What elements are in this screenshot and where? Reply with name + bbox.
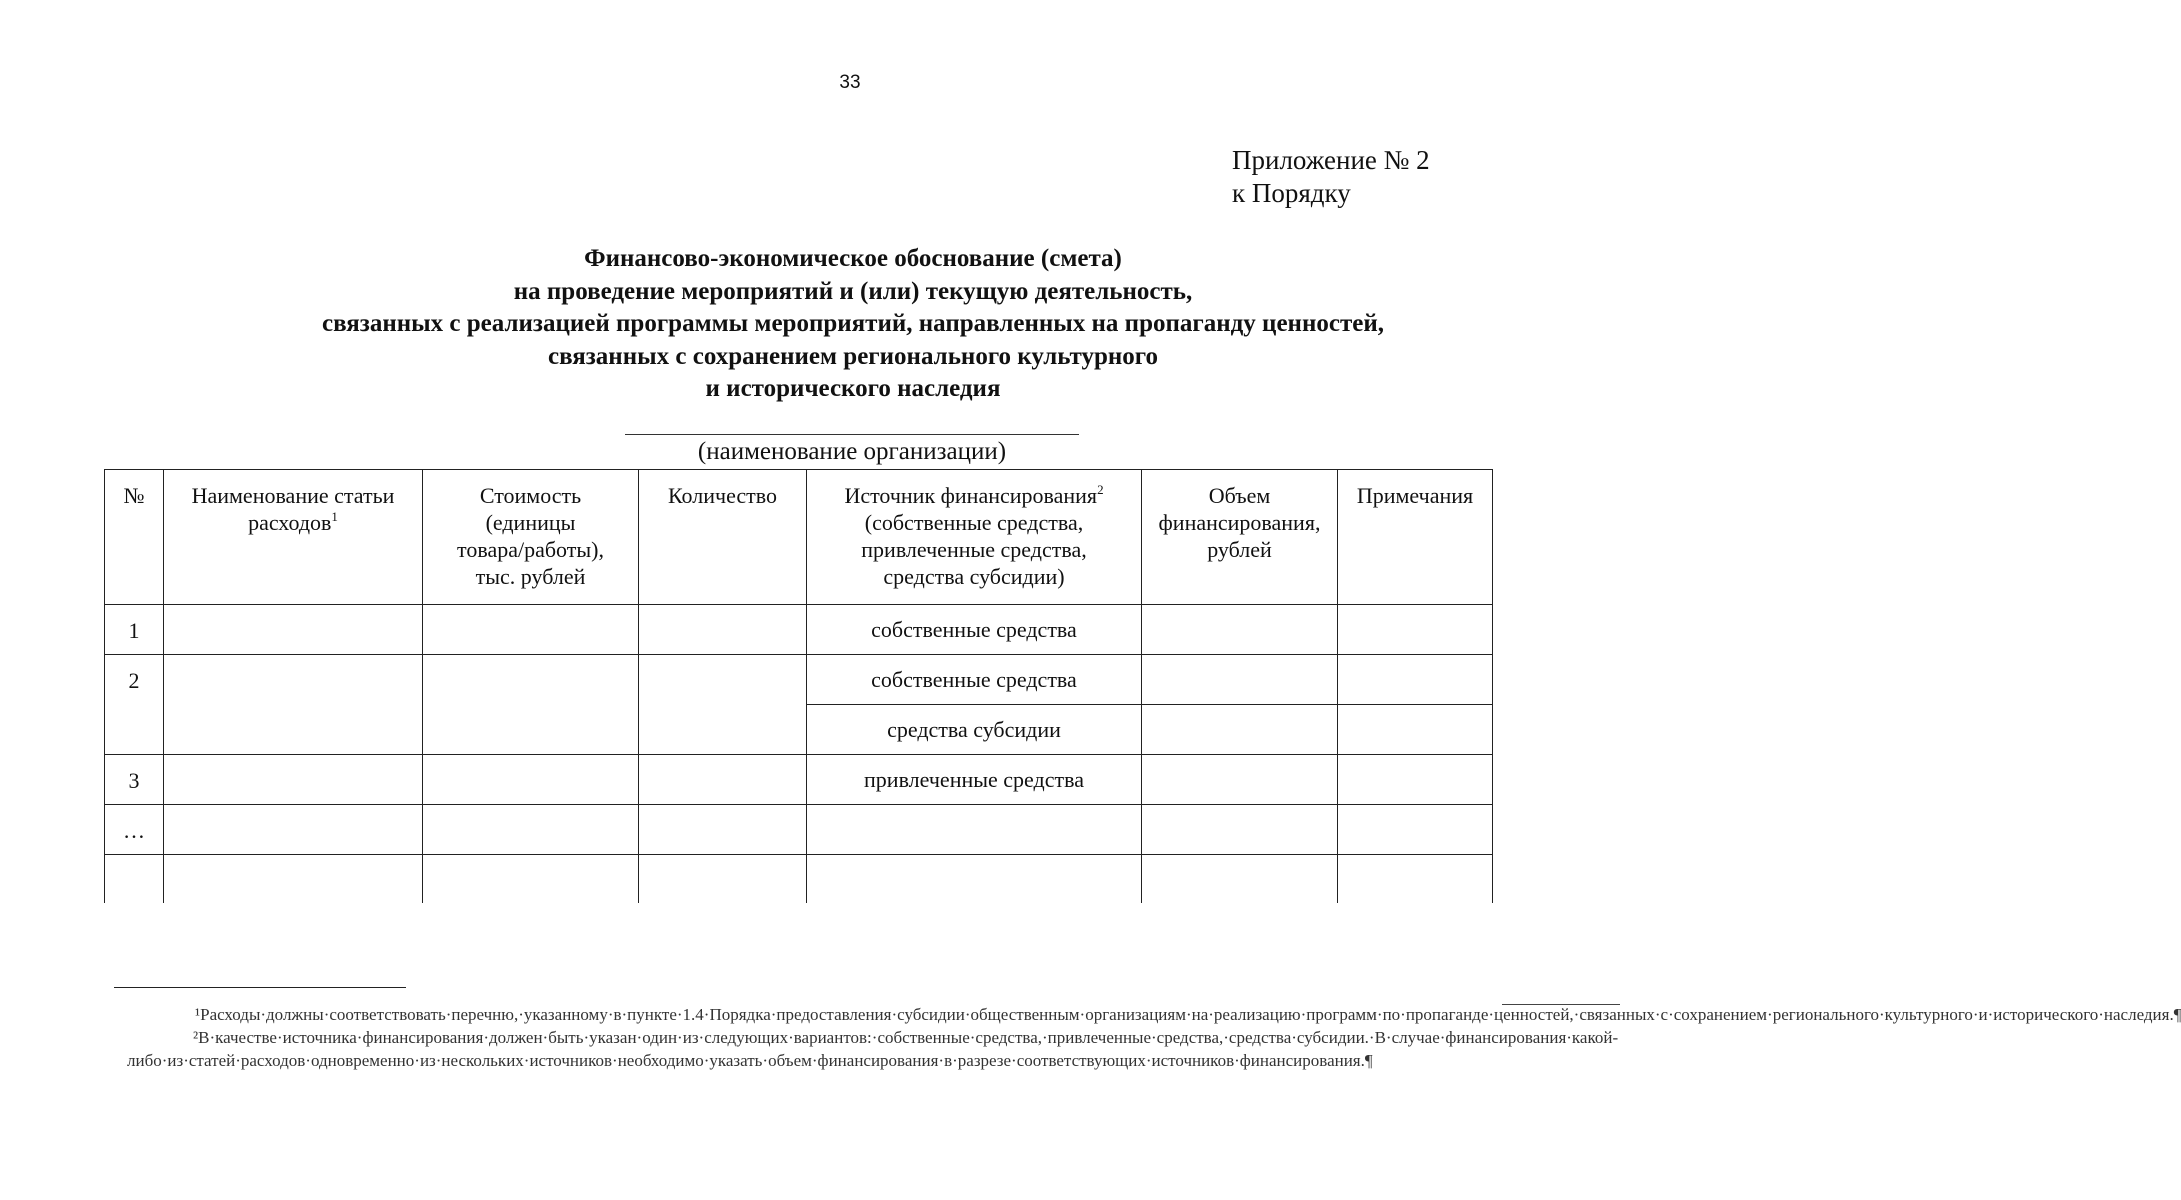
header-cost-line-3: товара/работы), (457, 537, 604, 562)
title-line-5: и исторического наследия (705, 375, 1001, 402)
notes-cell (1338, 705, 1493, 755)
table-row (105, 605, 1493, 655)
cost-cell (423, 855, 639, 903)
header-volume (1142, 470, 1338, 605)
footnote-2-marker: ² (193, 1028, 199, 1047)
footnote-1-marker: ¹ (195, 1005, 201, 1024)
table-header-row (105, 470, 1493, 605)
item-cell (164, 605, 423, 655)
footnote-2 (127, 1026, 1619, 1072)
header-source-line-2: (собственные средства, (864, 510, 1084, 535)
table-row (105, 805, 1493, 855)
cost-cell (423, 755, 639, 805)
header-cost-line-4: тыс. рублей (475, 564, 586, 589)
header-volume-line-1: Объем (1208, 483, 1271, 508)
source-cell: собственные средства (807, 605, 1142, 655)
quantity-cell (639, 855, 807, 903)
table-row (105, 855, 1493, 903)
item-cell (164, 805, 423, 855)
quantity-cell (639, 605, 807, 655)
appendix-line-1: Приложение № 2 (1232, 145, 1430, 175)
source-cell: средства субсидии (807, 705, 1142, 755)
volume-cell (1142, 855, 1338, 903)
header-notes (1338, 470, 1493, 605)
row-number: 2 (105, 655, 164, 755)
notes-cell (1338, 855, 1493, 903)
header-number (105, 470, 164, 605)
header-number-label: № (123, 483, 145, 508)
header-source-line-4: средства субсидии) (883, 564, 1065, 589)
quantity-cell (639, 805, 807, 855)
notes-cell (1338, 655, 1493, 705)
row-number: 1 (105, 605, 164, 655)
header-source (807, 470, 1142, 605)
item-cell (164, 655, 423, 755)
notes-cell (1338, 755, 1493, 805)
footnote-1-text: Расходы·должны·соответствовать·перечню,·указанному·в·пункте·1.4·Порядка·предоставления·субсидии·общественным·организациям·на·реализацию·программ·по·пропаганде·ценностей,·связанных·с·сохранением·регионального·культурного·и·исторического·наследия.¶ (200, 1005, 2181, 1024)
source-cell: собственные средства (807, 655, 1142, 705)
volume-cell (1142, 655, 1338, 705)
header-notes-label: Примечания (1356, 483, 1474, 508)
notes-cell (1338, 605, 1493, 655)
title-line-1: Финансово-экономическое обоснование (смета) (584, 245, 1122, 272)
volume-cell (1142, 805, 1338, 855)
title-line-2: на проведение мероприятий и (или) текущую деятельность, (513, 277, 1193, 305)
volume-cell (1142, 705, 1338, 755)
table-row (105, 755, 1493, 805)
header-item-line-1: Наименование статьи (191, 483, 395, 508)
page-number: 33 (839, 72, 861, 93)
source-cell (807, 805, 1142, 855)
footnotes (127, 1003, 2181, 1072)
cost-cell (423, 805, 639, 855)
header-source-line-1: Источник финансирования (844, 483, 1098, 508)
footnote-ref-1: 1 (331, 509, 338, 524)
item-cell (164, 755, 423, 805)
estimate-table (104, 469, 1493, 903)
appendix-reference (1232, 144, 1430, 210)
header-quantity-label: Количество (667, 483, 778, 508)
cost-cell (423, 655, 639, 755)
header-volume-line-2: финансирования, (1158, 510, 1321, 535)
source-cell (807, 855, 1142, 903)
footnote-2-text: В·качестве·источника·финансирования·должен·быть·указан·один·из·следующих·вариантов:·собственные·средства,·привлеченные·средства,·средства·субсидии.·В·случае·финансирования·какой-либо·из·статей·расходов·одновременно·из·нескольких·источников·необходимо·указать·объем·финансирования·в·разрезе·соответствующих·источников·финансирования.¶ (127, 1028, 1619, 1070)
footnote-1 (127, 1003, 2181, 1026)
organization-caption: (наименование организации) (697, 438, 1007, 465)
appendix-line-2: к Порядку (1232, 178, 1351, 208)
header-cost (423, 470, 639, 605)
footnote-separator (114, 987, 406, 988)
row-number (105, 855, 164, 903)
cost-cell (423, 605, 639, 655)
volume-cell (1142, 605, 1338, 655)
row-number: … (105, 805, 164, 855)
header-item-line-2-wrap (164, 509, 422, 536)
volume-cell (1142, 755, 1338, 805)
quantity-cell (639, 655, 807, 755)
item-cell (164, 855, 423, 903)
row-number: 3 (105, 755, 164, 805)
table-row (105, 655, 1493, 705)
source-cell: привлеченные средства (807, 755, 1142, 805)
header-cost-line-2: (единицы (485, 510, 576, 535)
header-cost-line-1: Стоимость (479, 483, 582, 508)
title-line-4: связанных с сохранением регионального культурного (547, 342, 1159, 370)
document-title (0, 243, 1706, 406)
footnote-ref-2: 2 (1097, 482, 1104, 497)
header-volume-line-3: рублей (1207, 537, 1272, 562)
header-item-line-2: расходов (248, 510, 332, 535)
title-line-3: связанных с реализацией программы мероприятий, направленных на пропаганду ценностей, (322, 310, 1384, 337)
header-source-line-3: привлеченные средства, (861, 537, 1087, 562)
organization-name-line (625, 434, 1079, 435)
header-source-line-1-wrap (807, 482, 1141, 509)
quantity-cell (639, 755, 807, 805)
header-item (164, 470, 423, 605)
header-quantity (639, 470, 807, 605)
notes-cell (1338, 805, 1493, 855)
